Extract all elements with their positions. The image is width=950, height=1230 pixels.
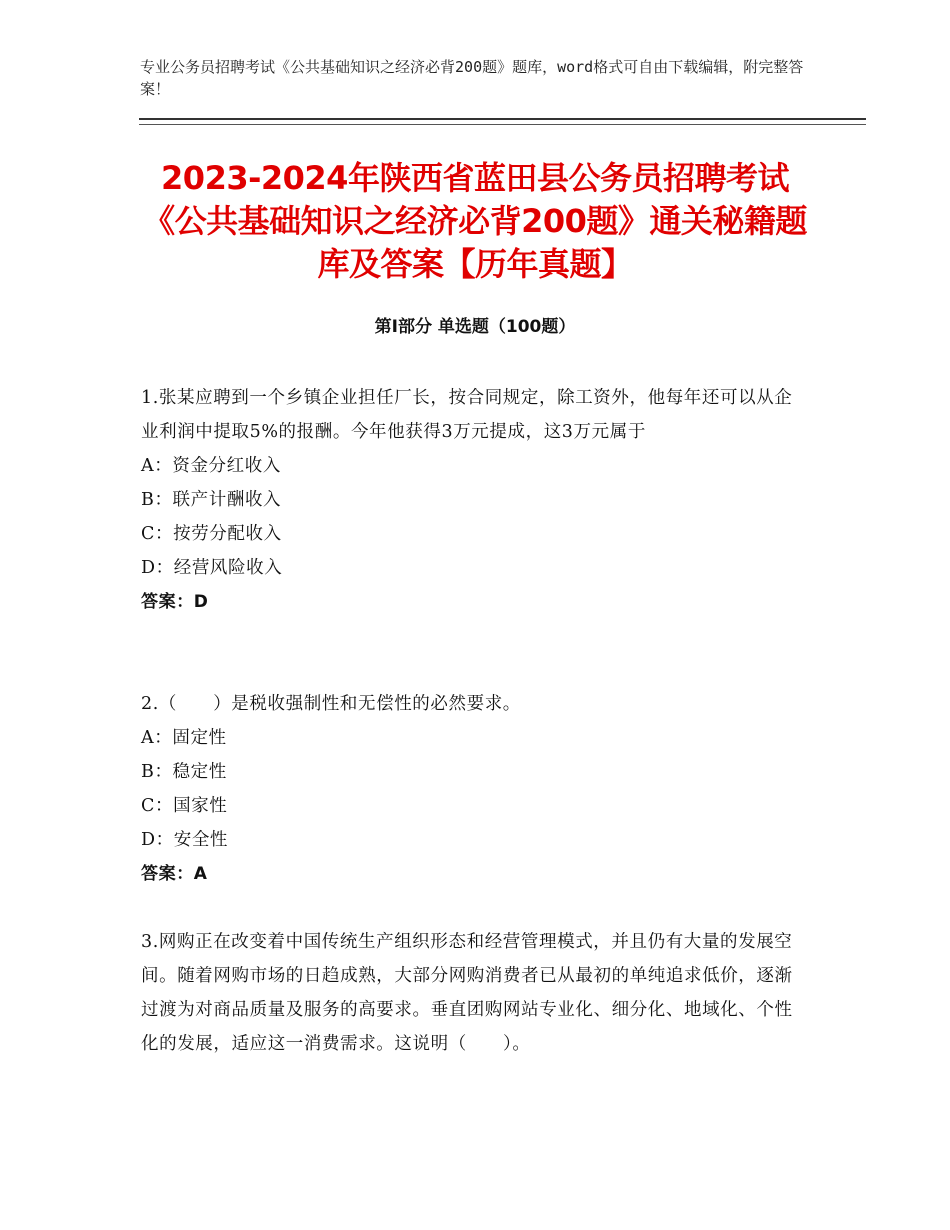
document-title: 2023-2024年陕西省蓝田县公务员招聘考试《公共基础知识之经济必背200题》通关秘籍题库及答案【历年真题】: [143, 159, 807, 283]
answer-line: 答案：A: [141, 864, 208, 884]
header-divider-thin: [139, 124, 866, 125]
option-b: B：稳定性: [141, 762, 227, 782]
option-a: A：固定性: [141, 728, 227, 748]
header-note: 专业公务员招聘考试《公共基础知识之经济必背200题》题库，word格式可自由下载编辑，附完整答案！: [140, 58, 804, 98]
section-heading: 第Ⅰ部分 单选题（100题）: [374, 317, 576, 337]
question-3: [141, 925, 801, 1061]
option-d: D：安全性: [141, 830, 229, 850]
option-a: A：资金分红收入: [141, 456, 281, 476]
option-b: B：联产计酬收入: [141, 490, 282, 510]
question-1: [141, 381, 801, 619]
option-d: D：经营风险收入: [141, 558, 283, 578]
answer-line: 答案：D: [141, 592, 209, 612]
header-divider-thick: [139, 118, 866, 120]
option-c: C：按劳分配收入: [141, 524, 282, 544]
question-stem: 3.网购正在改变着中国传统生产组织形态和经营管理模式，并且仍有大量的发展空间。随着网购市场的日趋成熟，大部分网购消费者已从最初的单纯追求低价，逐渐过渡为对商品质量及服务的高要求。垂直团购网站专业化、细分化、地域化、个性化的发展，适应这一消费需求。这说明（ ）。: [141, 932, 793, 1054]
question-stem: 1.张某应聘到一个乡镇企业担任厂长，按合同规定，除工资外，他每年还可以从企业利润中提取5%的报酬。今年他获得3万元提成，这3万元属于: [141, 388, 793, 442]
option-c: C：国家性: [141, 796, 228, 816]
question-2: [141, 687, 801, 891]
question-stem: 2.（ ）是税收强制性和无偿性的必然要求。: [141, 694, 521, 714]
